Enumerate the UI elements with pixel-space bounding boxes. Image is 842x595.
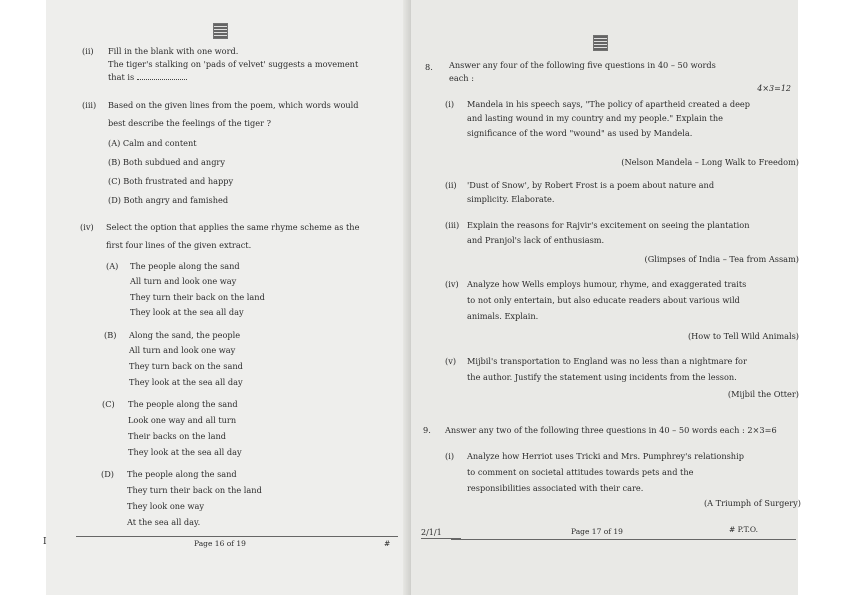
- q8-ii-number: (ii): [445, 180, 457, 190]
- q9-i-line2: to comment on societal attitudes towards pets and the: [467, 467, 694, 477]
- paper-code: 2/1/1: [421, 528, 442, 537]
- q8-marks: 4×3=12: [757, 84, 791, 93]
- q3-option-c: (C) Both frustrated and happy: [108, 176, 234, 186]
- q8-ii-line1: 'Dust of Snow', by Robert Frost is a poem about nature and: [467, 180, 715, 190]
- q8-v-source: (Mijbil the Otter): [727, 389, 799, 399]
- q4-option-b-line4: They look at the sea all day: [129, 377, 243, 387]
- book-spread: [43, 0, 801, 595]
- q4-option-d-line4: At the sea all day.: [127, 517, 201, 527]
- q3-option-d: (D) Both angry and famished: [108, 195, 229, 205]
- q8-line1: Answer any four of the following five questions in 40 – 50 words: [449, 60, 716, 70]
- q8-i-line1: Mandela in his speech says, "The policy of apartheid created a deep: [467, 99, 751, 109]
- qr-code-icon: [214, 24, 227, 38]
- q8-iii-number: (iii): [445, 220, 460, 230]
- q9-number: 9.: [423, 425, 431, 435]
- q8-v-line1: Mijbil's transportation to England was no less than a nightmare for: [467, 356, 747, 366]
- q4-option-d-label: (D): [101, 469, 114, 479]
- q4-option-c-line2: Look one way and all turn: [128, 415, 237, 425]
- left-footer-mark: #: [384, 539, 391, 548]
- right-page-number: Page 17 of 19: [571, 527, 623, 536]
- q4-number: (iv): [80, 222, 94, 232]
- q4-option-a-line1: The people along the sand: [130, 261, 240, 271]
- q4-option-a-label: (A): [106, 261, 119, 271]
- q2-line2: The tiger's stalking on 'pads of velvet' suggests a movement: [108, 59, 359, 69]
- q4-option-c-line1: The people along the sand: [128, 399, 238, 409]
- q4-option-c-line3: Their backs on the land: [128, 431, 227, 441]
- right-page: [411, 0, 801, 595]
- q8-i-number: (i): [445, 99, 455, 109]
- q4-option-c-label: (C): [102, 399, 115, 409]
- pto-mark: # P.T.O.: [729, 525, 758, 534]
- q8-i-line2: and lasting wound in my country and my people." Explain the: [467, 113, 723, 123]
- q4-option-d-line3: They look one way: [127, 501, 205, 511]
- footer-rule: [451, 539, 796, 540]
- q4-line2: first four lines of the given extract.: [106, 240, 252, 250]
- q4-option-b-label: (B): [104, 330, 117, 340]
- q9-i-line1: Analyze how Herriot uses Tricki and Mrs. Pumphrey's relationship: [467, 451, 744, 461]
- q8-iv-source: (How to Tell Wild Animals): [687, 331, 799, 341]
- q3-option-a: (A) Calm and content: [108, 138, 197, 148]
- q9-i-source: (A Triumph of Surgery): [703, 498, 801, 508]
- q4-option-c-line4: They look at the sea all day: [128, 447, 242, 457]
- q8-number: 8.: [425, 62, 433, 72]
- q8-ii-line2: simplicity. Elaborate.: [467, 194, 555, 204]
- q2-line3: that is: [108, 72, 187, 83]
- q8-iv-number: (iv): [445, 279, 459, 289]
- q3-line2: best describe the feelings of the tiger ?: [108, 118, 272, 128]
- q8-v-number: (v): [445, 356, 457, 366]
- q4-line1: Select the option that applies the same rhyme scheme as the: [106, 222, 360, 232]
- q2-number: (ii): [82, 46, 94, 56]
- q4-option-a-line2: All turn and look one way: [130, 276, 237, 286]
- q8-iii-source: (Glimpses of India – Tea from Assam): [644, 254, 799, 264]
- q4-option-a-line4: They look at the sea all day: [130, 307, 244, 317]
- answer-blank: [137, 79, 187, 80]
- q8-v-line2: the author. Justify the statement using incidents from the lesson.: [467, 372, 737, 382]
- q4-option-a-line3: They turn their back on the land: [130, 292, 265, 302]
- q8-line2: each :: [449, 73, 474, 83]
- q8-i-source: (Nelson Mandela – Long Walk to Freedom): [621, 157, 799, 167]
- q9-i-line3: responsibilities associated with their care.: [467, 483, 644, 493]
- edge-mark: I: [43, 537, 47, 547]
- left-page-number: Page 16 of 19: [194, 539, 246, 548]
- q4-option-d-line1: The people along the sand: [127, 469, 237, 479]
- q9-line1: Answer any two of the following three questions in 40 – 50 words each : 2×3=6: [445, 425, 777, 435]
- q3-option-b: (B) Both subdued and angry: [108, 157, 225, 167]
- q8-iv-line2: to not only entertain, but also educate readers about various wild: [467, 295, 740, 305]
- footer-rule: [76, 536, 398, 537]
- left-page: [43, 0, 411, 595]
- qr-code-icon: [594, 36, 607, 50]
- q4-option-b-line3: They turn back on the sand: [129, 361, 243, 371]
- q8-iv-line1: Analyze how Wells employs humour, rhyme, and exaggerated traits: [467, 279, 747, 289]
- q4-option-d-line2: They turn their back on the land: [127, 485, 262, 495]
- q8-i-line3: significance of the word "wound" as used by Mandela.: [467, 128, 693, 138]
- q3-number: (iii): [82, 100, 97, 110]
- q8-iv-line3: animals. Explain.: [467, 311, 539, 321]
- q4-option-b-line1: Along the sand, the people: [129, 330, 241, 340]
- q9-i-number: (i): [445, 451, 455, 461]
- q8-iii-line1: Explain the reasons for Rajvir's excitement on seeing the plantation: [467, 220, 750, 230]
- q4-option-b-line2: All turn and look one way: [129, 345, 236, 355]
- q8-iii-line2: and Pranjol's lack of enthusiasm.: [467, 235, 605, 245]
- q3-line1: Based on the given lines from the poem, which words would: [108, 100, 359, 110]
- q2-line1: Fill in the blank with one word.: [108, 46, 239, 56]
